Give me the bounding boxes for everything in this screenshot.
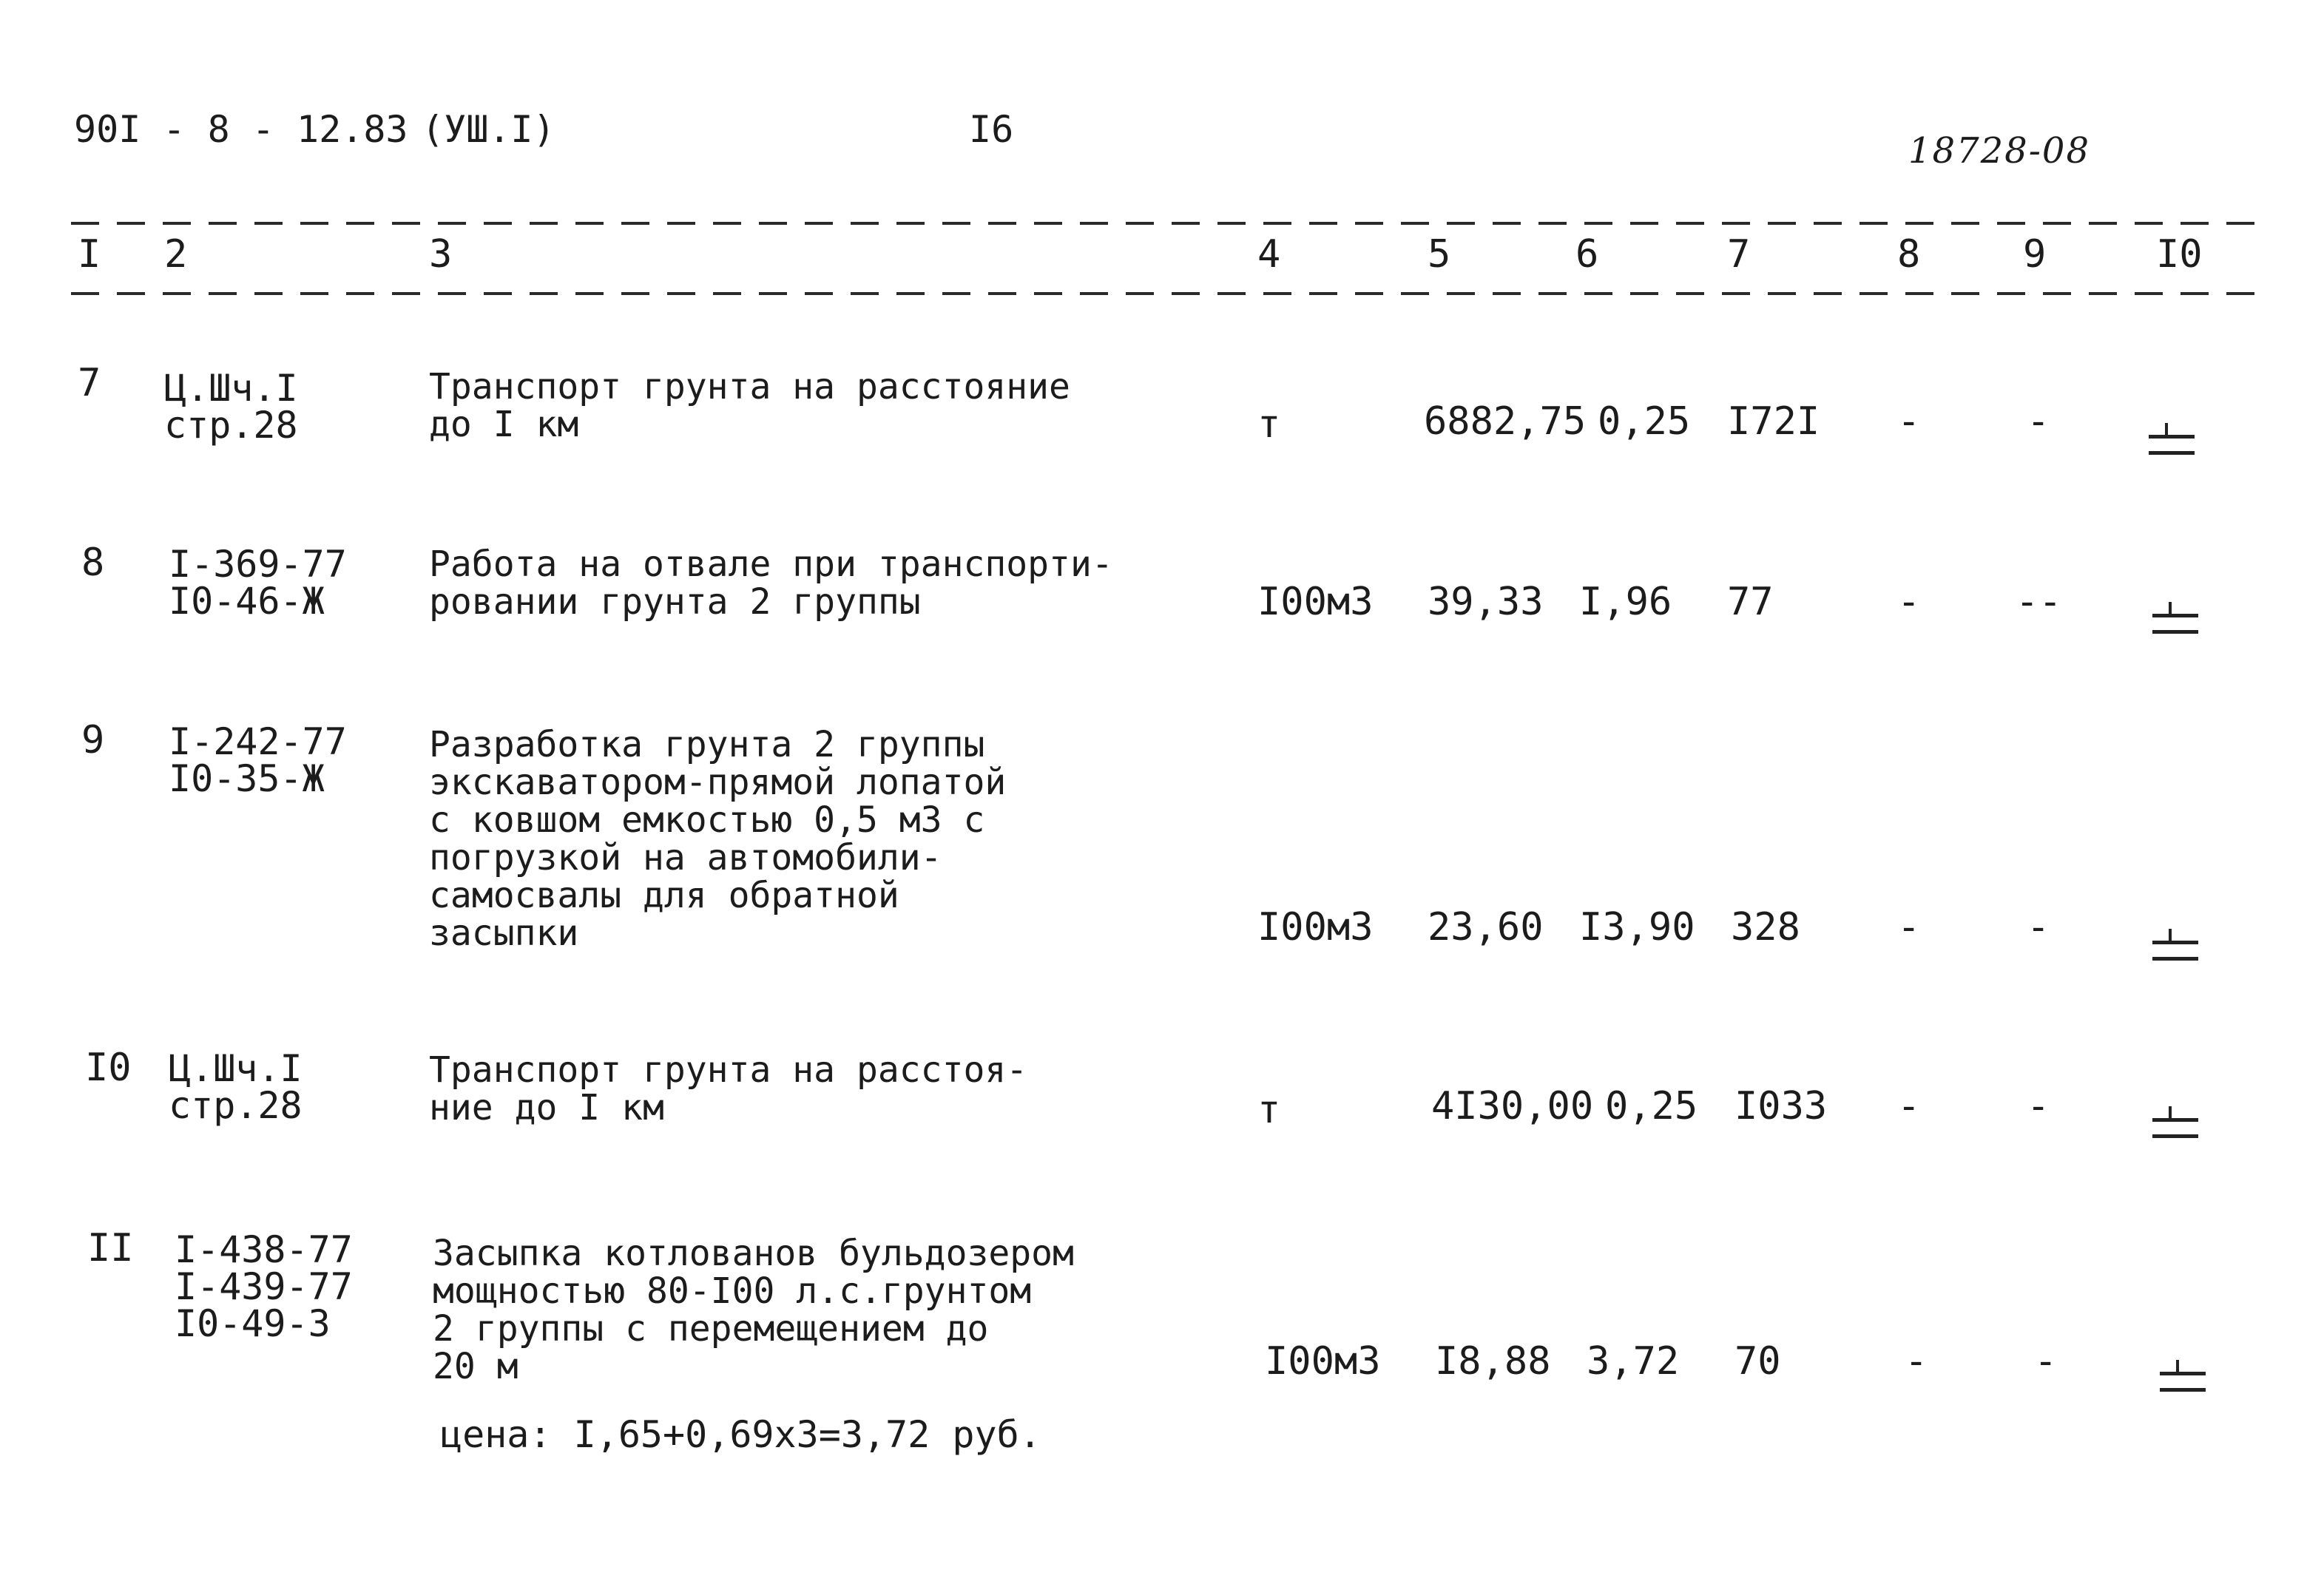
column-9-value: -	[2027, 399, 2050, 444]
header-bottom-rule	[71, 292, 2260, 295]
column-9-value: --	[2016, 580, 2062, 624]
unit: I00м3	[1257, 580, 1374, 624]
header-top-rule	[71, 222, 2260, 225]
row-number: 7	[78, 361, 101, 405]
column-header-9: 9	[2023, 232, 2047, 277]
ditto-mark-icon	[2149, 426, 2195, 463]
column-header-1: I	[78, 232, 101, 277]
column-header-5: 5	[1428, 232, 1451, 277]
work-description: Транспорт грунта на расстоя- ние до I км	[429, 1049, 1028, 1128]
column-8-value: -	[1897, 580, 1921, 624]
unit: т	[1257, 402, 1281, 447]
column-header-3: 3	[429, 232, 453, 277]
column-header-4: 4	[1257, 232, 1281, 277]
column-header-8: 8	[1897, 232, 1921, 277]
column-8-value: -	[1905, 1339, 1928, 1384]
quantity: I8,88	[1435, 1339, 1551, 1384]
unit-price: I3,90	[1579, 905, 1695, 949]
quantity: 23,60	[1428, 905, 1544, 949]
unit: I00м3	[1265, 1339, 1381, 1384]
unit: т	[1257, 1088, 1281, 1132]
document-code: 90I - 8 - 12.83	[74, 108, 408, 151]
normative-code: I-438-77 I-439-77 I0-49-3	[175, 1228, 353, 1345]
price-calculation-note: цена: I,65+0,69х3=3,72 руб.	[440, 1413, 1041, 1456]
quantity: 39,33	[1428, 580, 1544, 624]
unit-price: I,96	[1579, 580, 1672, 624]
column-header-10: I0	[2156, 232, 2203, 277]
column-9-value: -	[2027, 1084, 2050, 1128]
unit-price: 0,25	[1598, 399, 1691, 444]
page-number: I6	[969, 108, 1014, 151]
normative-code: Ц.Шч.I стр.28	[169, 1047, 303, 1127]
quantity: 6882,75	[1424, 399, 1587, 444]
normative-code: Ц.Шч.I стр.28	[164, 367, 298, 447]
work-description: Разработка грунта 2 группы экскаватором-прямой лопатой с ковшом емкостью 0,5 м3 с погрузкой на автомобили- самосвалы для обратной засыпки	[429, 724, 1007, 954]
column-header-2: 2	[164, 232, 188, 277]
column-header-7: 7	[1727, 232, 1751, 277]
work-description: Засыпка котлованов бульдозером мощностью 80-I00 л.с.грунтом 2 группы с перемещением до 20 м	[433, 1233, 1074, 1387]
handwritten-stamp: 18728-08	[1908, 130, 2090, 172]
unit-price: 0,25	[1605, 1084, 1698, 1128]
column-header-6: 6	[1575, 232, 1599, 277]
total-cost: 70	[1734, 1339, 1781, 1384]
ditto-mark-icon	[2160, 1363, 2206, 1400]
ditto-mark-icon	[2152, 1109, 2198, 1146]
total-cost: 328	[1731, 905, 1800, 949]
total-cost: I033	[1734, 1084, 1828, 1128]
column-9-value: -	[2034, 1339, 2058, 1384]
column-8-value: -	[1897, 1084, 1921, 1128]
normative-code: I-242-77 I0-35-Ж	[169, 720, 347, 800]
row-number: 8	[81, 541, 105, 585]
column-9-value: -	[2027, 905, 2050, 949]
work-description: Транспорт грунта на расстояние до I км	[429, 366, 1070, 445]
column-8-value: -	[1897, 905, 1921, 949]
total-cost: 77	[1727, 580, 1774, 624]
total-cost: I72I	[1727, 399, 1820, 444]
row-number: I0	[85, 1046, 132, 1090]
work-description: Работа на отвале при транспорти- ровании грунта 2 группы	[429, 544, 1113, 623]
row-number: II	[87, 1226, 134, 1270]
quantity: 4I30,00	[1431, 1084, 1594, 1128]
ditto-mark-icon	[2152, 932, 2198, 969]
unit-price: 3,72	[1587, 1339, 1680, 1384]
column-8-value: -	[1897, 399, 1921, 444]
unit: I00м3	[1257, 905, 1374, 949]
row-number: 9	[81, 718, 105, 762]
normative-code: I-369-77 I0-46-Ж	[169, 543, 347, 623]
section-label: (УШ.I)	[422, 108, 555, 151]
ditto-mark-icon	[2152, 605, 2198, 642]
